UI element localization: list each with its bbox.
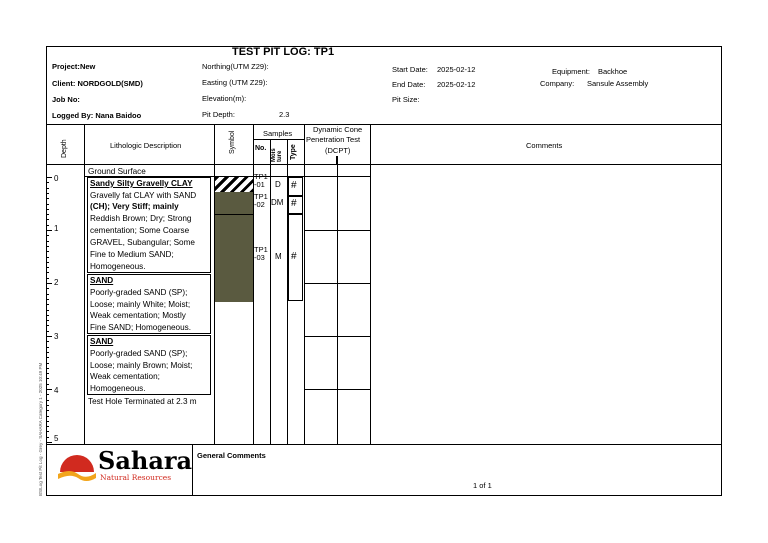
depth-minor-tick — [46, 331, 49, 332]
depth-minor-tick — [46, 219, 49, 220]
sample-type-2: # — [291, 198, 297, 209]
depth-minor-tick — [46, 257, 49, 258]
depth-minor-tick — [46, 235, 49, 236]
pit-depth-value: 2.3 — [279, 110, 290, 119]
depth-label-5: 5 — [54, 434, 59, 443]
col-line-depth — [84, 124, 85, 444]
logged-label: Logged By: Nana Baidoo — [52, 111, 142, 120]
layer-2-line: Weak cementation; Mostly — [90, 311, 186, 320]
layer-2-line: Loose; mainly White; Moist; — [90, 300, 191, 309]
column-header-divider — [46, 164, 722, 165]
col-line-no — [270, 139, 271, 444]
footer-divider — [46, 444, 722, 445]
col-line-type — [304, 124, 305, 444]
layer-1-line: Homogeneous. — [90, 262, 146, 271]
depth-minor-tick — [46, 347, 49, 348]
depth-minor-tick — [46, 394, 49, 395]
depth-minor-tick — [46, 320, 49, 321]
sample-no-3: TP1 -03 — [254, 245, 268, 262]
northing-label: Northing(UTM Z29): — [202, 62, 269, 71]
log-title: TEST PIT LOG: TP1 — [232, 46, 335, 58]
client-label: Client: NORDGOLD(SMD) — [52, 79, 143, 88]
sample-type-3: # — [291, 251, 297, 262]
layer-2-line: Poorly-graded SAND (SP); — [90, 288, 188, 297]
depth-minor-tick — [46, 209, 49, 210]
dcp-header-1: Dynamic Cone — [313, 125, 363, 134]
depth-minor-tick — [46, 241, 49, 242]
equipment-label: Equipment: — [552, 67, 590, 76]
equipment-value: Backhoe — [598, 67, 628, 76]
layer-1-line: Gravelly fat CLAY with SAND — [90, 191, 197, 200]
col-line-dcp — [370, 124, 371, 444]
depth-minor-tick — [46, 363, 49, 364]
depth-minor-tick — [46, 193, 49, 194]
layer-1-line — [90, 201, 179, 212]
depth-minor-tick — [46, 384, 49, 385]
depth-label-0: 0 — [54, 174, 59, 183]
samples-header: Samples — [263, 129, 293, 138]
depth-minor-tick — [46, 246, 49, 247]
depth-minor-tick — [46, 400, 49, 401]
type-header: Type — [290, 144, 297, 160]
depth-minor-tick — [46, 410, 49, 411]
depth-minor-tick — [46, 225, 49, 226]
depth-minor-tick — [46, 204, 49, 205]
depth-minor-tick — [46, 325, 49, 326]
depth-minor-tick — [46, 278, 49, 279]
layer-3-name: SAND — [90, 337, 114, 346]
sample-moisture-3: M — [275, 252, 282, 261]
depth-minor-tick — [46, 416, 49, 417]
depth-minor-tick — [46, 262, 49, 263]
start-date-label: Start Date: — [392, 65, 428, 74]
depth-minor-tick — [46, 214, 49, 215]
depth-tick-4 — [46, 389, 52, 390]
layer-3-line: Weak cementation; — [90, 372, 160, 381]
sample-moisture-1: D — [275, 180, 281, 189]
termination-note: Test Hole Terminated at 2.3 m — [88, 397, 197, 406]
depth-tick-0 — [46, 177, 52, 178]
layer-1-line: cementation; Some Coarse — [90, 226, 190, 235]
logo-subtitle: Natural Resources — [100, 473, 172, 482]
pit-depth-label: Pit Depth: — [202, 110, 235, 119]
depth-minor-tick — [46, 299, 49, 300]
symbol-fill-lower — [215, 214, 253, 302]
easting-label: Easting (UTM Z29): — [202, 78, 268, 87]
company-label: Company: — [540, 79, 575, 88]
depth-label-1: 1 — [54, 224, 59, 233]
layer-1-line: Reddish Brown; Dry; Strong — [90, 214, 192, 223]
depth-tick-3 — [46, 336, 52, 337]
footer-logo-divider — [192, 444, 193, 496]
elevation-label: Elevation(m): — [202, 94, 247, 103]
moisture-header: Mois ture — [271, 148, 283, 162]
depth-minor-tick — [46, 426, 49, 427]
dcp-grid-line — [304, 230, 370, 231]
layer-3-line: Poorly-graded SAND (SP); — [90, 349, 188, 358]
depth-label-4: 4 — [54, 386, 59, 395]
dcp-header-2: Penetration Test — [306, 135, 361, 144]
dcp-header-3: (DCPT) — [325, 146, 351, 155]
depth-minor-tick — [46, 188, 49, 189]
depth-minor-tick — [46, 373, 49, 374]
depth-label-3: 3 — [54, 332, 59, 341]
header-divider — [46, 124, 722, 125]
comments-header: Comments — [526, 141, 563, 150]
layer-1-line: GRAVEL, Subangular; Some — [90, 238, 195, 247]
general-comments-label: General Comments — [197, 451, 266, 460]
depth-minor-tick — [46, 304, 49, 305]
layer-3-line: Loose; mainly Brown; Moist; — [90, 361, 193, 370]
sample-no-1: TP1 -01 — [254, 172, 268, 189]
litho-header: Lithologic Description — [110, 141, 182, 150]
sample-no-2: TP1 -02 — [254, 192, 268, 209]
pit-size-label: Pit Size: — [392, 95, 420, 104]
layer-2-name: SAND — [90, 276, 114, 285]
dcp-grid-line — [304, 336, 370, 337]
dcp-grid-line — [304, 283, 370, 284]
depth-label-2: 2 — [54, 278, 59, 287]
company-value: Sansule Assembly — [587, 79, 649, 88]
symbol-fill-upper — [215, 192, 253, 214]
no-header: No. — [255, 145, 267, 152]
depth-minor-tick — [46, 368, 49, 369]
depth-minor-tick — [46, 431, 49, 432]
project-label: Project:New — [52, 62, 96, 71]
layer-2-line: Fine SAND; Homogeneous. — [90, 323, 192, 332]
layer-3-line: Homogeneous. — [90, 384, 146, 393]
layer-1-line: Fine to Medium SAND; — [90, 250, 174, 259]
depth-minor-tick — [46, 182, 49, 183]
depth-minor-tick — [46, 405, 49, 406]
layer-1-name: Sandy Silty Gravelly CLAY — [90, 179, 193, 188]
ground-surface: Ground Surface — [88, 167, 146, 176]
depth-minor-tick — [46, 352, 49, 353]
end-date-value: 2025-02-12 — [437, 80, 476, 89]
depth-tick-5 — [46, 442, 52, 443]
depth-minor-tick — [46, 341, 49, 342]
depth-minor-tick — [46, 378, 49, 379]
symbol-split-line — [215, 214, 253, 215]
dcp-grid-line — [304, 389, 370, 390]
depth-minor-tick — [46, 294, 49, 295]
depth-minor-tick — [46, 288, 49, 289]
depth-minor-tick — [46, 437, 49, 438]
depth-tick-1 — [46, 230, 52, 231]
depth-minor-tick — [46, 267, 49, 268]
col-line-dcp-mid — [337, 164, 338, 444]
dcp-marker — [336, 156, 338, 165]
sahara-logo-icon — [56, 448, 98, 482]
depth-minor-tick — [46, 421, 49, 422]
job-label: Job No: — [52, 95, 80, 104]
depth-minor-tick — [46, 310, 49, 311]
depth-minor-tick — [46, 251, 49, 252]
sample-type-1: # — [291, 180, 297, 191]
symbol-hatch — [215, 177, 253, 192]
depth-minor-tick — [46, 198, 49, 199]
sample-moisture-2: DM — [271, 198, 284, 207]
page-number: 1 of 1 — [473, 481, 492, 490]
logo-name: Sahara — [98, 446, 193, 475]
depth-minor-tick — [46, 357, 49, 358]
depth-minor-tick — [46, 315, 49, 316]
layer-1-line-1: (CH); Very Stiff; mainly — [90, 202, 179, 211]
start-date-value: 2025-02-12 — [437, 65, 476, 74]
end-date-label: End Date: — [392, 80, 426, 89]
depth-header: Depth — [61, 139, 68, 158]
depth-tick-2 — [46, 283, 52, 284]
depth-minor-tick — [46, 272, 49, 273]
symbol-header: Symbol — [229, 130, 236, 154]
side-footer-text: BSILog Test Pit Log - Grey - SAHARA Category 1 - 2025 10:49 PM — [38, 362, 43, 496]
